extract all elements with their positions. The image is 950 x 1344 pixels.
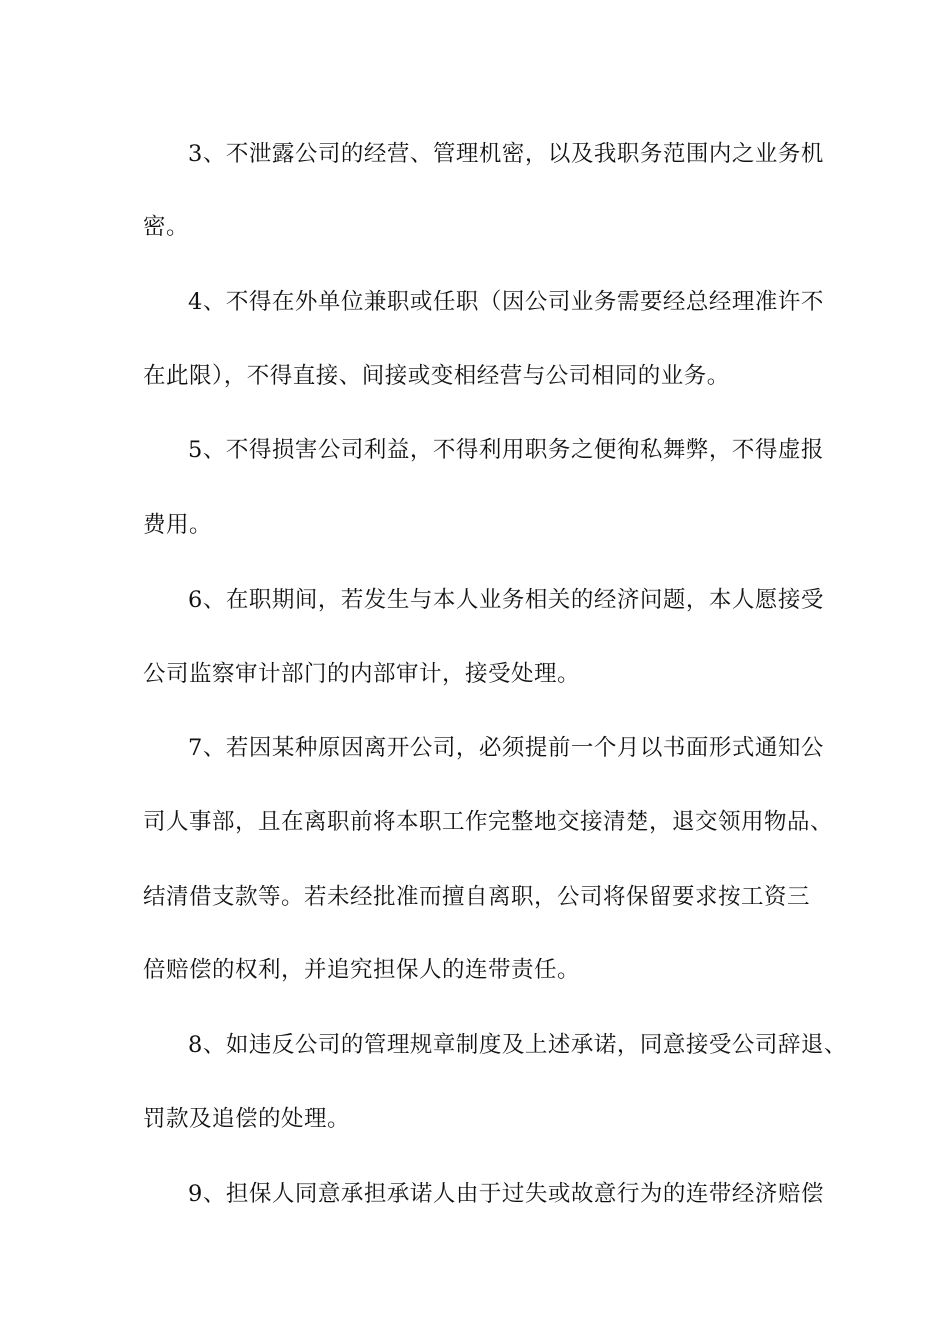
clause-3-line-2: 密。 (143, 214, 190, 240)
clause-7-line-4: 倍赔偿的权利，并追究担保人的连带责任。 (143, 957, 581, 983)
clause-6-line-1: 6、在职期间，若发生与本人业务相关的经济问题，本人愿接受 (188, 587, 824, 613)
clause-7-line-2: 司人事部，且在离职前将本职工作完整地交接清楚，退交领用物品、 (143, 809, 834, 835)
clause-3-line-1: 3、不泄露公司的经营、管理机密，以及我职务范围内之业务机 (188, 141, 824, 167)
clause-5-line-2: 费用。 (143, 512, 213, 538)
clause-8-line-2: 罚款及追偿的处理。 (143, 1106, 351, 1132)
clause-8-line-1: 8、如违反公司的管理规章制度及上述承诺，同意接受公司辞退、 (188, 1032, 847, 1058)
clause-7-line-1: 7、若因某种原因离开公司，必须提前一个月以书面形式通知公 (188, 735, 824, 761)
clause-9-line-1: 9、担保人同意承担承诺人由于过失或故意行为的连带经济赔偿 (188, 1181, 824, 1207)
clause-4-line-2: 在此限），不得直接、间接或变相经营与公司相同的业务。 (143, 363, 730, 389)
clause-6-line-2: 公司监察审计部门的内部审计，接受处理。 (143, 661, 581, 687)
clause-5-line-1: 5、不得损害公司利益，不得利用职务之便徇私舞弊，不得虚报 (188, 437, 824, 463)
clause-7-line-3: 结清借支款等。若未经批准而擅自离职，公司将保留要求按工资三 (143, 884, 811, 910)
clause-4-line-1: 4、不得在外单位兼职或任职（因公司业务需要经总经理准许不 (188, 289, 824, 315)
